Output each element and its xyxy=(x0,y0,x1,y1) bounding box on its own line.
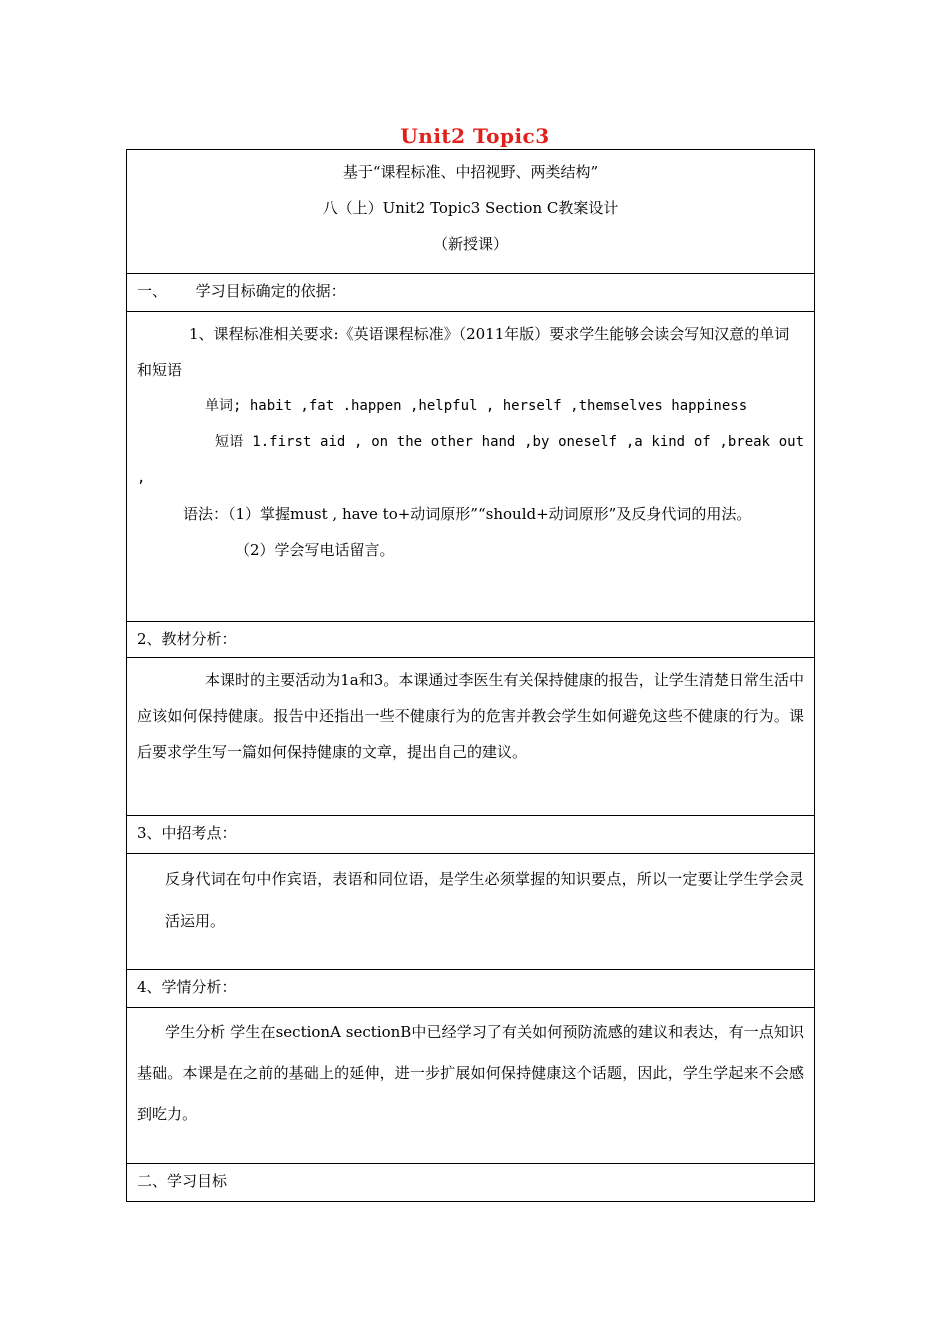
section3-body xyxy=(127,854,815,970)
section1-requirement: 1、课程标准相关要求:《英语课程标准》（2011年版）要求学生能够会读会写知汉意的单词和短语 xyxy=(137,325,790,379)
section1-grammar-2: （2）学会写电话留言。 xyxy=(235,541,395,559)
section1-label: 一、 学习目标确定的依据： xyxy=(127,274,815,312)
section2-text: 本课时的主要活动为1a和3。本课通过李医生有关保持健康的报告，让学生清楚日常生活中应该如何保持健康。报告中还指出一些不健康行为的危害并教会学生如何避免这些不健康的行为。课后要求学生写一篇如何保持健康的文章，提出自己的建议。 xyxy=(137,671,804,761)
section5-label: 二、学习目标 xyxy=(127,1164,815,1202)
section2-label: 2、教材分析： xyxy=(127,622,815,658)
section1-phrases: 短语 1.first aid , on the other hand ,by oneself ,a kind of ,break out , xyxy=(137,434,804,486)
document-title: Unit2 Topic3 xyxy=(400,124,550,148)
section2-body xyxy=(127,658,815,816)
header-line-2: 八（上）Unit2 Topic3 Section C教案设计 xyxy=(322,199,619,217)
section4-body xyxy=(127,1008,815,1164)
header-line-1: 基于“课程标准、中招视野、两类结构” xyxy=(342,163,599,181)
section4-label: 4、学情分析： xyxy=(127,970,815,1008)
section1-body xyxy=(127,312,815,622)
section3-text: 反身代词在句中作宾语，表语和同位语，是学生必须掌握的知识要点，所以一定要让学生学会灵活运用。 xyxy=(165,870,804,930)
section1-grammar-1: 语法：（1）掌握must , have to+动词原形”“should+动词原形”及反身代词的用法。 xyxy=(183,505,752,523)
section3-label: 3、中招考点： xyxy=(127,816,815,854)
section4-text: 学生分析 学生在sectionA sectionB中已经学习了有关如何预防流感的建议和表达，有一点知识基础。本课是在之前的基础上的延伸，进一步扩展如何保持健康这个话题，因此，学生学起来不会感到吃力。 xyxy=(137,1023,804,1123)
header-line-3: （新授课） xyxy=(432,235,508,253)
lesson-plan-table xyxy=(126,149,815,1202)
section1-words: 单词; habit ,fat .happen ,helpful , herself ,themselves happiness xyxy=(205,398,748,414)
header-cell xyxy=(127,150,815,274)
